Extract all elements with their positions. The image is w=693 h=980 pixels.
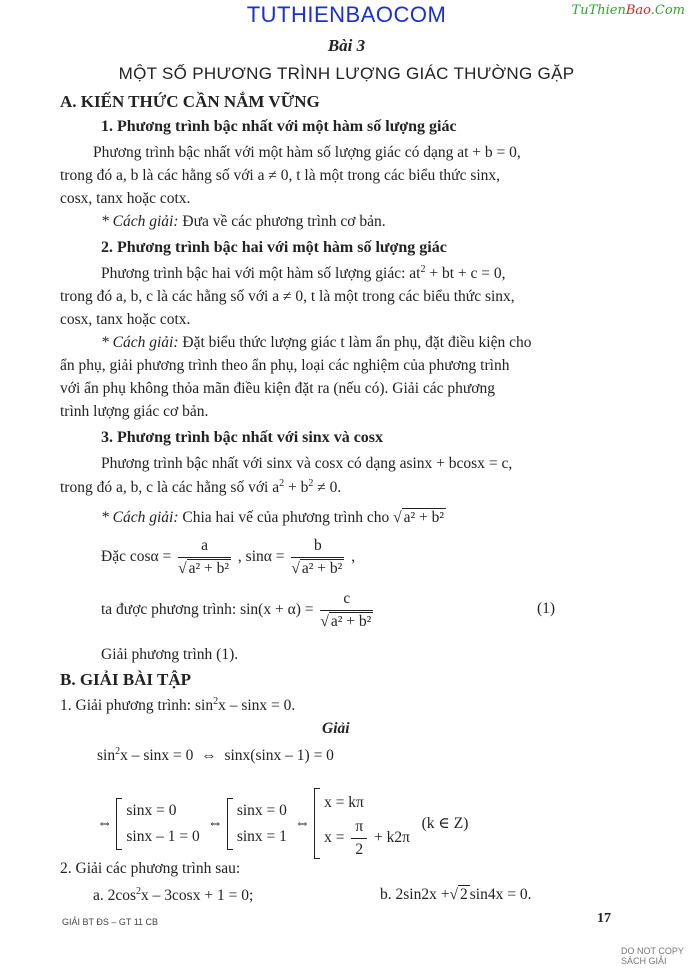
exercise-2a: a. $2\cos^2x - 3\cos x + 1 = 0$; bbox=[93, 886, 254, 905]
subsection-1-heading: 1. Phương trình bậc nhất với một hàm số lượng giác bbox=[101, 118, 457, 135]
site-watermark-title: TUTHIENBAOCOM bbox=[246, 2, 447, 27]
s3-solution: * Cách giải: Chia hai vế của phương trình cho √ a² + b² bbox=[101, 509, 445, 526]
section-b-heading: B. GIẢI BÀI TẬP bbox=[60, 670, 191, 689]
s2-solution-line-4: trình lượng giác cơ bản. bbox=[60, 403, 209, 420]
solution-heading: Giải bbox=[322, 720, 350, 737]
s1-line-1: Phương trình bậc nhất với một hàm số lượng giác có dạng at + b = 0, bbox=[93, 144, 521, 161]
s3-solve-line: Giải phương trình (1). bbox=[101, 646, 239, 663]
exercise-1: 1. Giải phương trình: $\sin^2x - \sin x = 0$. bbox=[60, 696, 296, 715]
exercise-2b: b. 2sin2x +√ 2 sin4x = 0. bbox=[380, 886, 532, 903]
equation-number: (1) bbox=[537, 600, 556, 617]
copy-watermark: DO NOT COPY SÁCH GIẢI bbox=[621, 946, 684, 966]
s1-line-2: trong đó a, b là các hằng số với a ≠ 0, t là một trong các biểu thức sinx, bbox=[60, 167, 501, 184]
s2-solution-line-1: * Cách giải: Đặt biểu thức lượng giác t làm ẩn phụ, đặt điều kiện cho bbox=[101, 334, 532, 351]
brand-logo: TuThienBao.Com bbox=[571, 3, 685, 18]
s2-line-1: Phương trình bậc hai với một hàm số lượng giác: $at^2$ + bt + c = 0, bbox=[101, 264, 506, 283]
lesson-number: Bài 3 bbox=[327, 36, 366, 55]
s2-solution-line-2: ẩn phụ, giải phương trình theo ẩn phụ, loại các nghiệm của phương trình bbox=[60, 357, 510, 374]
s2-line-3: cosx, tanx hoặc cotx. bbox=[60, 311, 191, 328]
solution-step-1: $\sin^2x - \sin x = 0$ ⇔ sinx(sinx – 1) = 0 bbox=[97, 746, 334, 765]
exercise-2: 2. Giải các phương trình sau: bbox=[60, 860, 241, 877]
section-a-heading: A. KIẾN THỨC CẦN NẮM VỮNG bbox=[60, 92, 320, 111]
s1-solution: * Cách giải: Đưa về các phương trình cơ bản. bbox=[101, 213, 386, 230]
s1-line-3: cosx, tanx hoặc cotx. bbox=[60, 190, 191, 207]
page-number: 17 bbox=[597, 911, 611, 926]
s3-result-equation: ta được phương trình: sin(x + α) = $\frac{c}{\text{√ a² + b²}}$ bbox=[101, 590, 372, 630]
s3-substitution: Đặc cosα = $\frac{a}{\text{√ a² + b²}}$ , sinα = $\frac{b}{\text{√ a² + b²}}$ , bbox=[101, 537, 356, 577]
subsection-3-heading: 3. Phương trình bậc nhất với sinx và cosx bbox=[101, 429, 384, 446]
footer-book-title: GIẢI BT ĐS – GT 11 CB bbox=[62, 917, 159, 927]
s3-line-2: trong đó a, b, c là các hằng số với $a^2 + b^2 \ne 0$. bbox=[60, 478, 342, 497]
solution-step-2: ⇔ sinx = 0 sinx – 1 = 0 ⇔ sinx = 0 sinx = 1 ⇔ x = kπ x = $\frac{\pi}{2}$ + k2π (k ∈ Z) bbox=[97, 788, 468, 859]
subsection-2-heading: 2. Phương trình bậc hai với một hàm số lượng giác bbox=[101, 239, 447, 256]
s2-solution-line-3: với ẩn phụ không thỏa mãn điều kiện đặt ra (nếu có). Giải các phương bbox=[60, 380, 495, 397]
lesson-title: MỘT SỐ PHƯƠNG TRÌNH LƯỢNG GIÁC THƯỜNG GẶP bbox=[118, 64, 575, 83]
s2-line-2: trong đó a, b, c là các hằng số với a ≠ 0, t là một trong các biểu thức sinx, bbox=[60, 288, 515, 305]
s3-line-1: Phương trình bậc nhất với sinx và cosx có dạng asinx + bcosx = c, bbox=[101, 455, 513, 472]
